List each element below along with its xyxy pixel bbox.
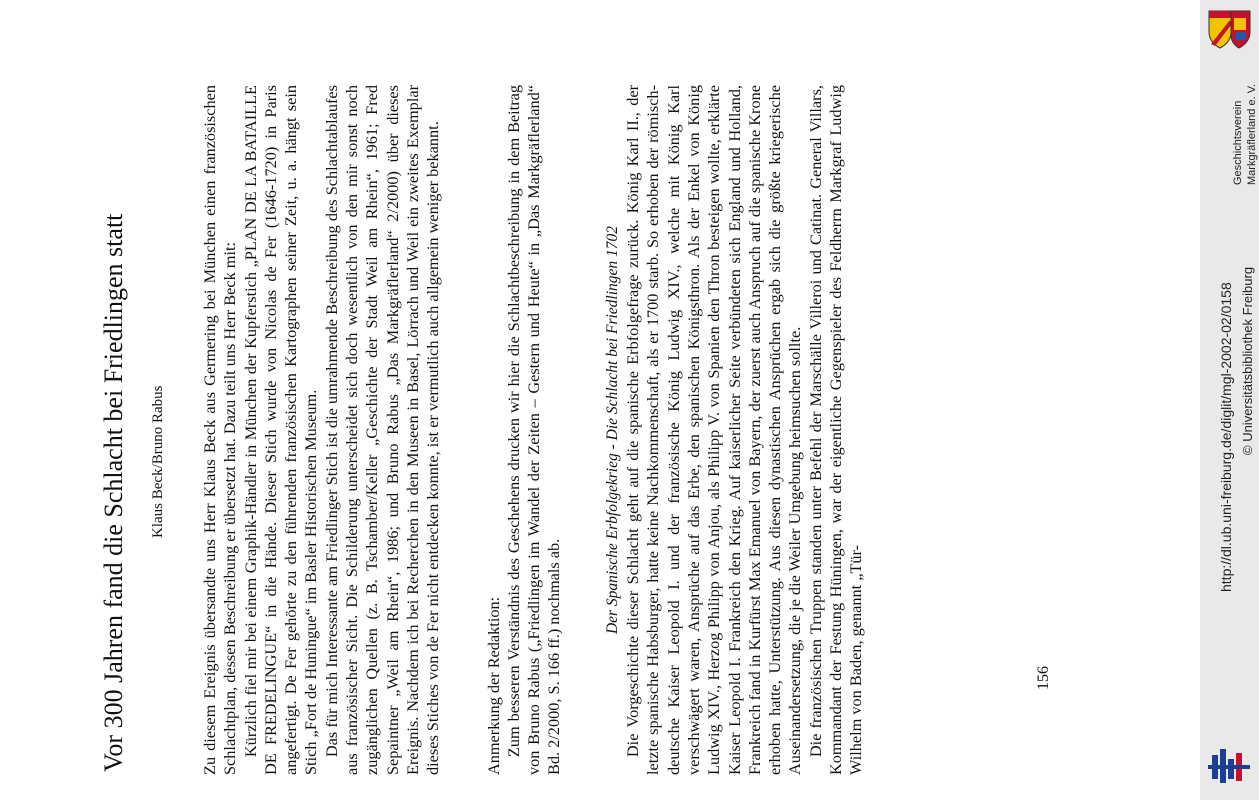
library-logo (1206, 745, 1254, 785)
source-url[interactable]: http://dl.ub.uni-freiburg.de/diglit/mgl-2002-02/0158 (1218, 282, 1234, 592)
paragraph: Das für mich Interessante am Friedlinger Stich ist die umrahmende Beschreibung des Schlachtablaufes aus französischer Sicht. Die Schilderung unterscheidet sich doch wesentlich von den mir sonst noch zugänglichen Quellen (z. B. Tschamber/Keller „Geschichte der Stadt Weil am Rhein“, 1961; Fred Sepaintner „Weil am Rhein“, 1986; und Bruno Rabus „Das Markgräflerland“ 2/2000) über dieses Ereignis. Nachdem ich bei Recherchen in den Museen in Basel, Lörrach und Weil ein zweites Exemplar dieses Stiches von de Fer nicht entdecken konnte, ist er vermutlich auch allgemein weniger bekannt. (321, 85, 443, 775)
association-name-line1: Geschichtsverein (1232, 100, 1244, 185)
article-body (200, 85, 867, 775)
editorial-note-heading: Anmerkung der Redaktion: (483, 596, 503, 775)
paragraph: Die französischen Truppen standen unter Befehl der Marschälle Villeroi und Catinat. General Villars, Kommandant der Festung Hüningen, war der eigentliche Gegenspieler des Feldherrn Markgraf Ludwig Wilhelm von Baden, genannt „Tür- (805, 85, 866, 775)
paragraph: Zu diesem Ereignis übersandte uns Herr Klaus Beck aus Germering bei München einen französischen Schlachtplan, dessen Beschreibung er übersetzt hat. Dazu teilt uns Herr Beck mit: (200, 85, 240, 775)
section-heading: Der Spanische Erbfolgekrieg - Die Schlacht bei Friedlingen 1702 (603, 225, 621, 635)
paragraph: Die Vorgeschichte dieser Schlacht geht auf die spanische Erbfolgefrage zurück. König Karl II., der letzte spanische Habsburger, hatte keine Nachkommenschaft, als er 1700 starb. So erhoben der römisch-deutsche Kaiser Leopold I. und der französische König Ludwig XIV., welche mit König Karl verschwägert waren, Ansprüche auf das Erbe, den spanischen Königsthron. Als der Enkel von König Ludwig XIV., Herzog Philipp von Anjou, als Philipp V. von Spanien den Thron besteigen wollte, erklärte Kaiser Leopold I. Frankreich den Krieg. Auf kaiserlicher Seite verbündeten sich England und Holland, Frankreich fand in Kurfürst Max Emanuel von Bayern, der zuerst auch Anspruch auf die spanische Krone erhoben hatte, Unterstützung. Aus diesen dynastischen Ansprüchen ergab sich die größte kriegerische Auseinandersetzung, die je die Weiler Umgebung heimsuchen sollte. (623, 85, 805, 775)
crest-logo (1206, 8, 1252, 50)
paragraph: Zum besseren Verständnis des Geschehens drucken wir hier die Schlachtbeschreibung in dem Beitrag von Bruno Rabus („Friedlingen im Wandel der Zeiten – Gestern und Heute“ in „Das Markgräflerland“ Bd. 2/2000, S. 166 ff.) nochmals ab. (503, 85, 564, 775)
paragraph: Kürzlich fiel mir bei einem Graphik-Händler in München der Kupferstich „PLAN DE LA BATAILLE DE FREDELINGUE“ in die Hände. Dieser Stich wurde von Nicolas de Fer (1646-1720) in Paris angefertigt. De Fer gehörte zu den führenden französischen Kartographen seiner Zeit, u. a. hängt sein Stich „Fort de Huningue“ im Basler Historischen Museum. (240, 85, 321, 775)
article-author: Klaus Beck/Bruno Rabus (150, 385, 166, 538)
association-name-line2: Markgräflerland e. V. (1246, 83, 1258, 185)
page-number: 156 (1035, 666, 1052, 690)
copyright-notice: © Universitätsbibliothek Freiburg (1240, 266, 1255, 455)
article-title: Vor 300 Jahren fand die Schlacht bei Friedlingen statt (99, 213, 128, 772)
